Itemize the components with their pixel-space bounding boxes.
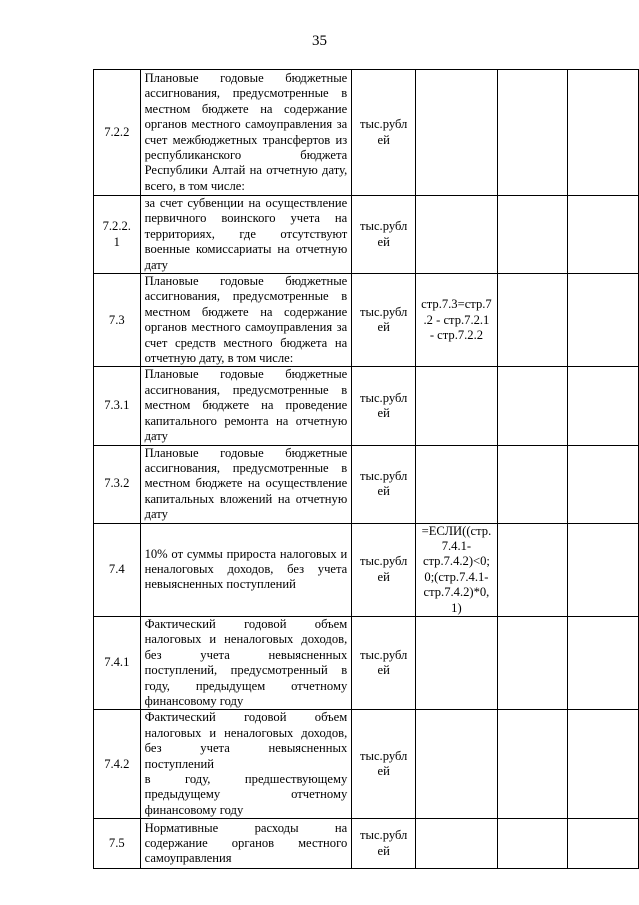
description-line: органов местного самоуправления за [144,117,348,132]
row-unit: тыс.рубл ей [352,616,416,709]
description-line: Фактический годовой объем [144,710,348,725]
description-line: финансовому году [144,802,244,817]
row-number: 7.5 [94,819,141,869]
empty-cell [568,70,639,196]
empty-cell [568,523,639,616]
description-line: капитальных вложений на отчетную [144,491,348,506]
description-line: Плановые годовые бюджетные [144,274,348,289]
empty-cell [568,819,639,869]
description-line: предыдущему отчетному [144,787,348,802]
description-line: местном бюджете на содержание [144,101,348,116]
row-formula [416,196,498,274]
empty-cell [497,274,568,367]
empty-cell [568,367,639,445]
row-description [140,70,352,196]
table-row [94,196,639,274]
row-number: 7.3.2 [94,445,141,523]
row-number: 7.4 [94,523,141,616]
row-unit: тыс.рубл ей [352,710,416,819]
description-line: содержание органов местного [144,836,348,851]
description-line: без учета невыясненных [144,647,348,662]
table-row [94,819,639,869]
empty-cell [497,523,568,616]
indicators-table [93,69,639,869]
empty-cell [497,196,568,274]
empty-cell [568,445,639,523]
empty-cell [568,710,639,819]
description-line: налоговых и неналоговых доходов, [144,632,348,647]
description-line: Плановые годовые бюджетные [144,70,348,85]
description-line: Республики Алтай на отчетную дату, [144,163,348,178]
description-line: ассигнования, предусмотренные в [144,382,348,397]
description-line: году, предыдущем отчетному [144,678,348,693]
description-line: территориях, где отсутствуют [144,226,348,241]
empty-cell [568,196,639,274]
description-line: капитального ремонта на отчетную [144,413,348,428]
row-formula [416,819,498,869]
description-line: первичного воинского учета на [144,211,348,226]
row-number: 7.2.2. 1 [94,196,141,274]
description-line: Нормативные расходы на [144,820,348,835]
description-line: Фактический годовой объем [144,616,348,631]
row-unit: тыс.рубл ей [352,196,416,274]
page-number: 35 [312,33,327,49]
row-description [140,819,352,869]
description-line: самоуправления [144,851,232,866]
description-line: ассигнования, предусмотренные в [144,289,348,304]
row-formula: стр.7.3=стр.7 .2 - стр.7.2.1 - стр.7.2.2 [416,274,498,367]
description-line: за счет субвенции на осуществление [144,196,348,210]
row-description [140,710,352,819]
row-number: 7.4.1 [94,616,141,709]
table-row [94,445,639,523]
row-description [140,274,352,367]
table-row [94,616,639,709]
row-unit: тыс.рубл ей [352,367,416,445]
empty-cell [497,445,568,523]
empty-cell [497,819,568,869]
description-line: неналоговых доходов, без учета [144,562,348,577]
description-line: местном бюджете на содержание [144,304,348,319]
row-formula [416,445,498,523]
empty-cell [497,367,568,445]
empty-cell [568,616,639,709]
description-line: военные комиссариаты на отчетную [144,242,348,257]
empty-cell [568,274,639,367]
description-line: счет средств местного бюджета на [144,335,348,350]
row-formula: =ЕСЛИ((стр. 7.4.1- стр.7.4.2)<0; 0;(стр.7.4.1- стр.7.4.2)*0, 1) [416,523,498,616]
table-row [94,367,639,445]
row-unit: тыс.рубл ей [352,274,416,367]
row-formula [416,616,498,709]
table-row [94,523,639,616]
description-line: дату [144,507,168,522]
row-number: 7.2.2 [94,70,141,196]
row-unit: тыс.рубл ей [352,70,416,196]
description-line: дату [144,429,168,444]
description-line: в году, предшествующему [144,772,348,787]
row-description [140,196,352,274]
description-line: Плановые годовые бюджетные [144,445,348,460]
description-line: местном бюджете на осуществление [144,476,348,491]
description-line: без учета невыясненных поступлений [144,741,348,771]
description-line: дату [144,257,168,272]
row-unit: тыс.рубл ей [352,819,416,869]
description-line: местном бюджете на проведение [144,398,348,413]
row-formula [416,70,498,196]
row-number: 7.3.1 [94,367,141,445]
table-row [94,70,639,196]
description-line: счет межбюджетных трансфертов из [144,132,348,147]
row-unit: тыс.рубл ей [352,445,416,523]
empty-cell [497,616,568,709]
description-line: поступлений, предусмотренный в [144,663,348,678]
description-line: финансовому году [144,694,244,708]
empty-cell [497,70,568,196]
description-line: ассигнования, предусмотренные в [144,86,348,101]
table-row [94,274,639,367]
row-formula [416,710,498,819]
description-line: Плановые годовые бюджетные [144,367,348,382]
description-line: ассигнования, предусмотренные в [144,460,348,475]
description-line: республиканского бюджета [144,147,348,162]
description-line: налоговых и неналоговых доходов, [144,725,348,740]
row-description [140,523,352,616]
row-number: 7.4.2 [94,710,141,819]
description-line: отчетную дату, в том числе: [144,351,294,366]
description-line: всего, в том числе: [144,178,245,193]
empty-cell [497,710,568,819]
row-description [140,445,352,523]
description-line: органов местного самоуправления за [144,320,348,335]
description-line: невыясненных поступлений [144,577,296,592]
description-line: 10% от суммы прироста налоговых и [144,546,348,561]
table-row [94,710,639,819]
row-number: 7.3 [94,274,141,367]
row-description [140,616,352,709]
row-description [140,367,352,445]
row-unit: тыс.рубл ей [352,523,416,616]
row-formula [416,367,498,445]
